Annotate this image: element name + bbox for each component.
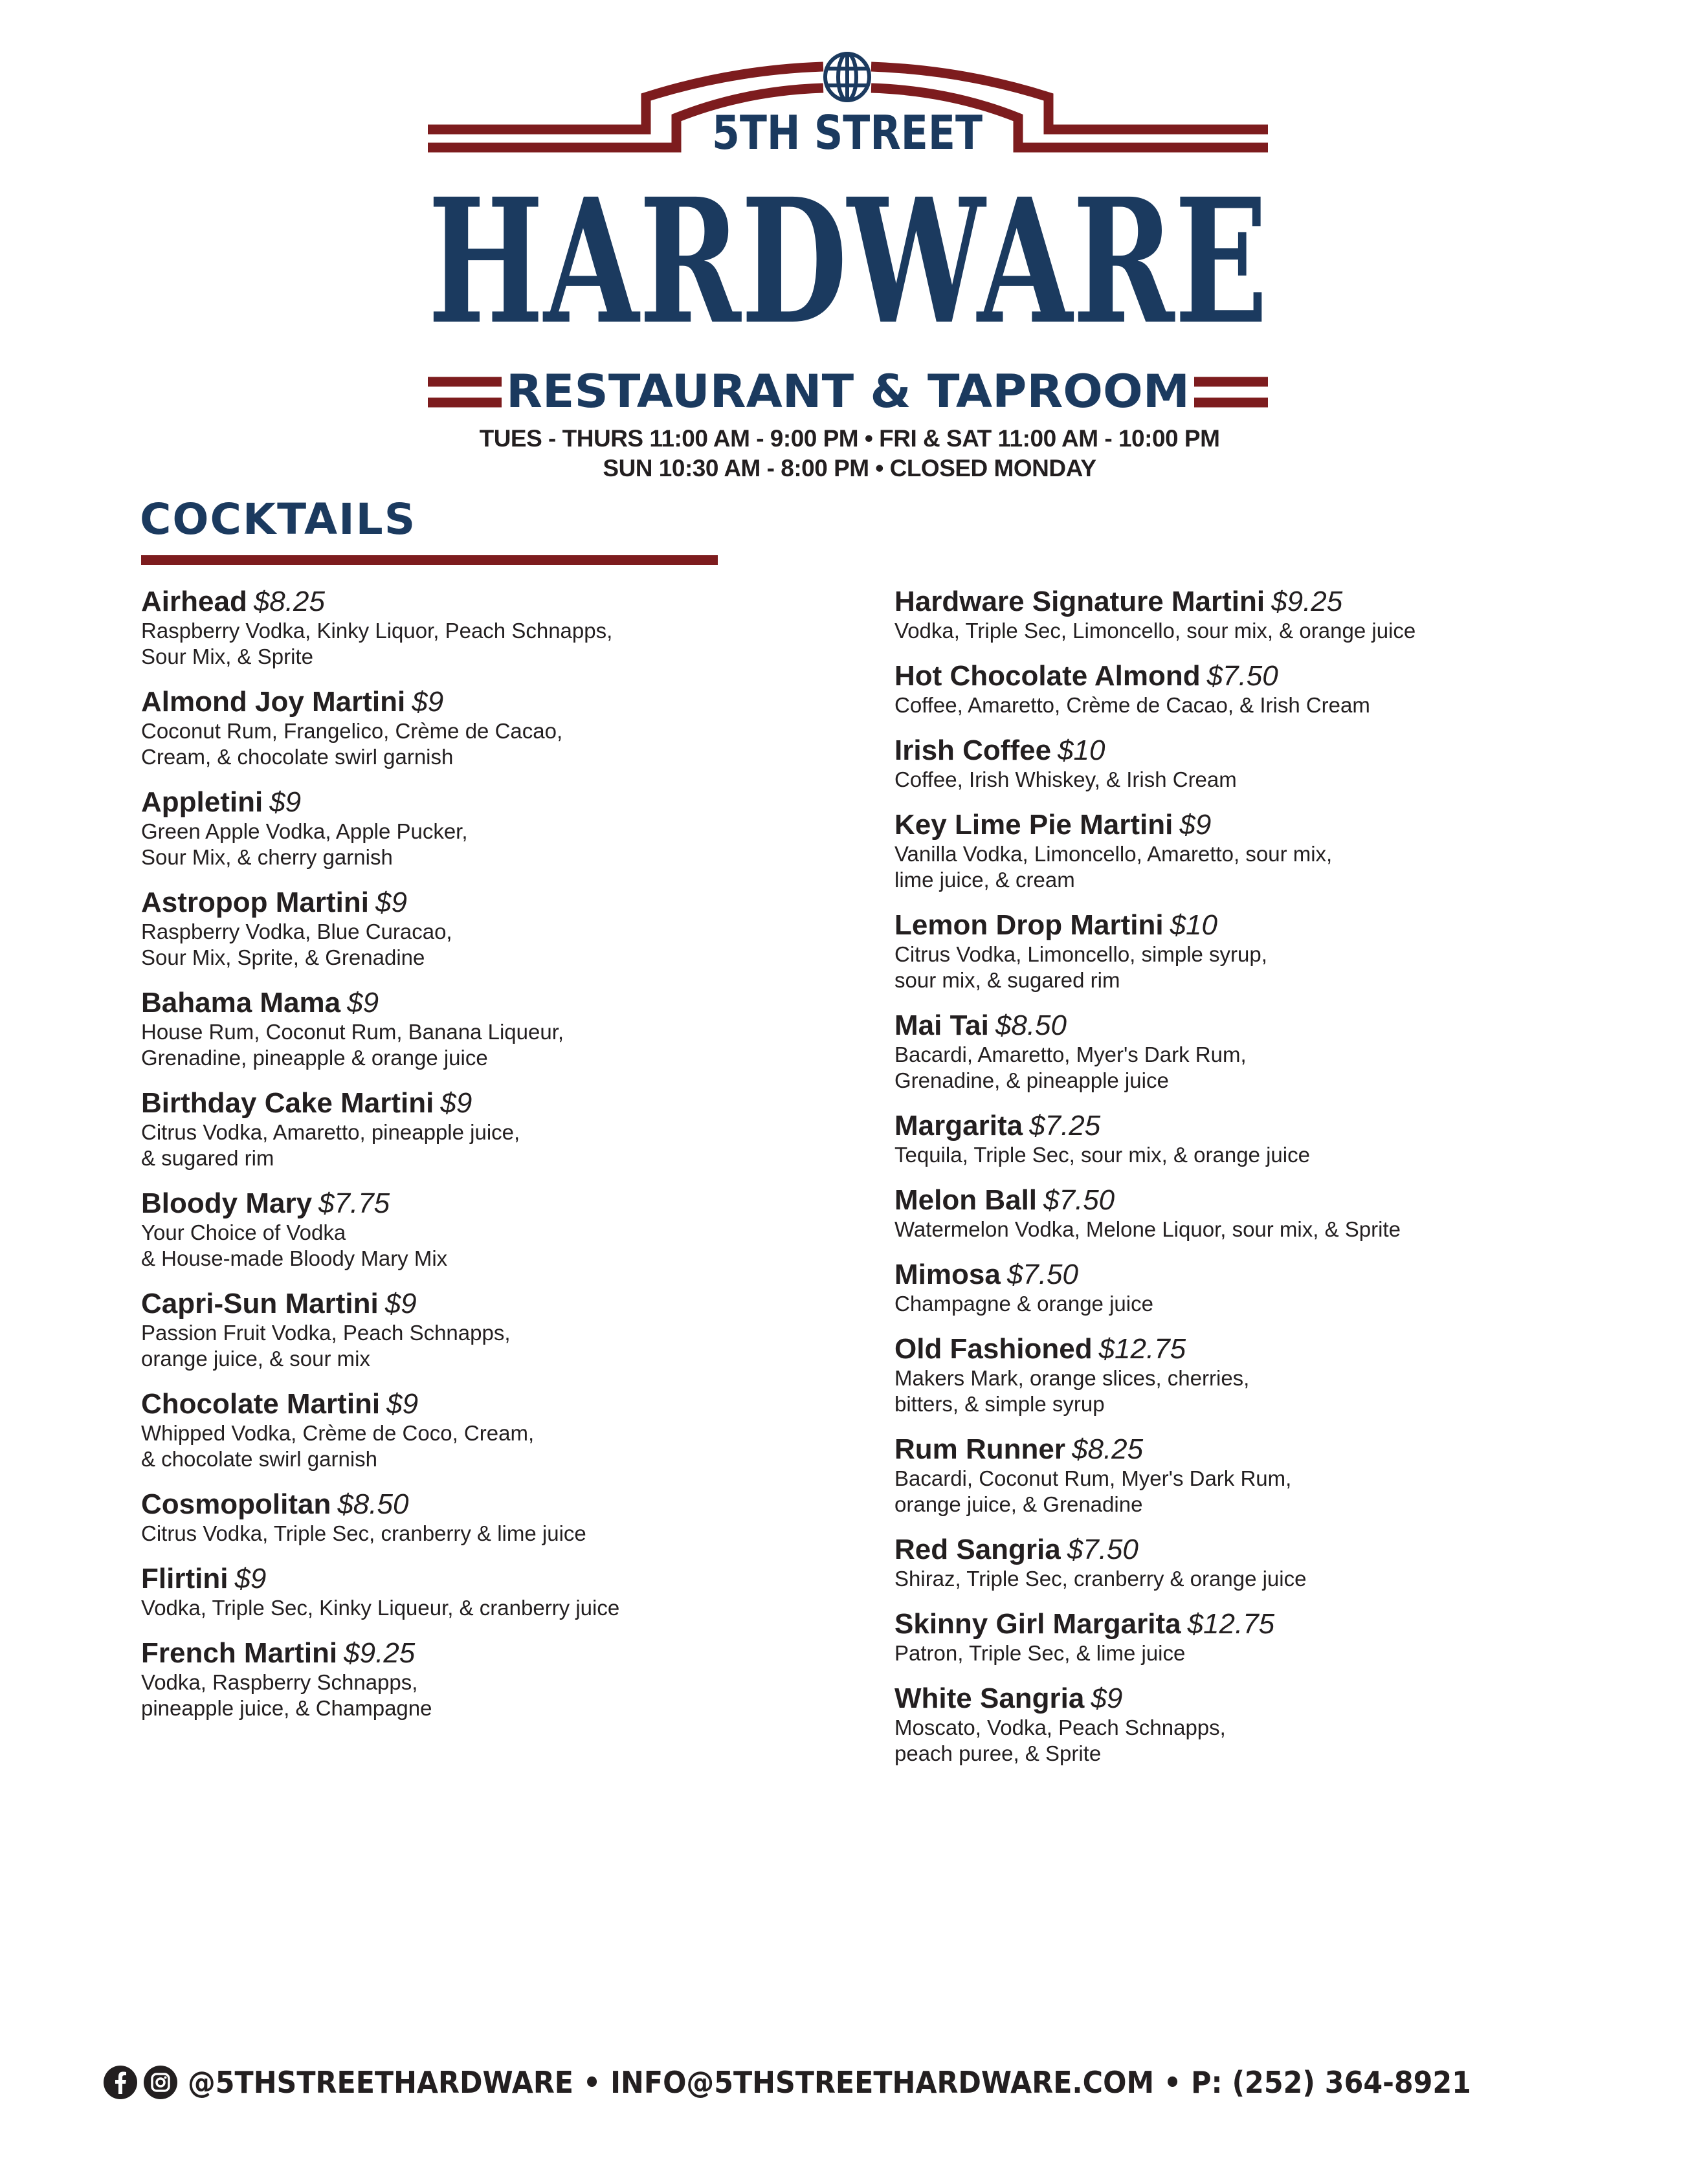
item-price: $9	[269, 786, 302, 818]
item-name: Cosmopolitan	[141, 1488, 331, 1520]
menu-item	[894, 1608, 1606, 1666]
item-price: $12.75	[1098, 1333, 1186, 1365]
item-name: Chocolate Martini	[141, 1388, 381, 1420]
item-name: Melon Ball	[894, 1184, 1038, 1216]
item-description: Vodka, Raspberry Schnapps, pineapple juice, & Champagne	[141, 1670, 432, 1720]
item-name: Hot Chocolate Almond	[894, 660, 1201, 692]
item-name: Appletini	[141, 786, 263, 818]
hours-line-1: TUES - THURS 11:00 AM - 9:00 PM • FRI & SAT 11:00 AM - 10:00 PM	[479, 425, 1220, 452]
item-description: House Rum, Coconut Rum, Banana Liqueur, Grenadine, pineapple & orange juice	[141, 1020, 564, 1070]
section-title: COCKTAILS	[140, 494, 417, 544]
item-header	[894, 809, 1606, 841]
section-divider	[141, 555, 718, 565]
item-description: Makers Mark, orange slices, cherries, bitters, & simple syrup	[894, 1366, 1250, 1416]
item-price: $7.50	[1067, 1534, 1138, 1565]
item-name: Old Fashioned	[894, 1333, 1093, 1365]
item-header	[141, 1637, 853, 1670]
item-name: Birthday Cake Martini	[141, 1087, 434, 1119]
menu-item	[141, 1563, 853, 1621]
menu-item	[141, 887, 853, 971]
menu-item	[894, 1110, 1606, 1168]
item-price: $7.25	[1029, 1110, 1101, 1142]
item-header	[894, 1333, 1606, 1365]
item-name: Margarita	[894, 1110, 1023, 1142]
item-price: $8.25	[253, 586, 325, 617]
menu-item	[894, 1009, 1606, 1094]
restaurant-logo	[0, 0, 1699, 421]
item-name: White Sangria	[894, 1682, 1085, 1714]
item-name: Irish Coffee	[894, 734, 1052, 766]
item-name: Bloody Mary	[141, 1187, 313, 1219]
menu-item	[894, 1682, 1606, 1767]
item-description: Citrus Vodka, Triple Sec, cranberry & lime juice	[141, 1521, 586, 1545]
item-name: Astropop Martini	[141, 887, 369, 918]
menu-item	[894, 1184, 1606, 1242]
item-name: Airhead	[141, 586, 247, 617]
menu-item	[141, 586, 853, 670]
item-price: $9	[412, 686, 444, 718]
item-description: Champagne & orange juice	[894, 1292, 1153, 1316]
item-header	[141, 1488, 853, 1521]
menu-item	[894, 734, 1606, 793]
facebook-icon[interactable]	[104, 2066, 137, 2099]
item-header	[894, 1433, 1606, 1466]
item-header	[141, 586, 853, 618]
menu-column-right	[894, 586, 1606, 1783]
item-description: Green Apple Vodka, Apple Pucker, Sour Mix, & cherry garnish	[141, 819, 468, 869]
menu-item	[894, 1534, 1606, 1592]
item-description: Moscato, Vodka, Peach Schnapps, peach puree, & Sprite	[894, 1715, 1226, 1765]
menu-item	[894, 586, 1606, 644]
item-name: Capri-Sun Martini	[141, 1288, 379, 1319]
item-price: $9	[386, 1388, 419, 1420]
menu-column-left	[141, 586, 853, 1737]
menu-item	[141, 1288, 853, 1372]
item-header	[141, 1288, 853, 1320]
item-header	[141, 1388, 853, 1420]
item-header	[894, 1259, 1606, 1291]
item-description: Watermelon Vodka, Melone Liquor, sour mix, & Sprite	[894, 1217, 1401, 1241]
item-description: Raspberry Vodka, Blue Curacao, Sour Mix, Sprite, & Grenadine	[141, 920, 452, 969]
item-name: Lemon Drop Martini	[894, 909, 1164, 941]
logo-top-line: 5TH STREET	[712, 105, 983, 160]
item-price: $9	[347, 987, 379, 1019]
item-header	[894, 1682, 1606, 1715]
menu-item	[141, 987, 853, 1071]
item-description: Vodka, Triple Sec, Limoncello, sour mix, & orange juice	[894, 619, 1416, 643]
item-description: Patron, Triple Sec, & lime juice	[894, 1641, 1186, 1665]
item-price: $7.75	[318, 1187, 390, 1219]
item-name: French Martini	[141, 1637, 338, 1669]
item-name: Skinny Girl Margarita	[894, 1608, 1181, 1640]
item-header	[141, 987, 853, 1019]
item-description: Whipped Vodka, Crème de Coco, Cream, & chocolate swirl garnish	[141, 1421, 535, 1471]
item-name: Flirtini	[141, 1563, 228, 1594]
item-price: $7.50	[1043, 1184, 1115, 1216]
item-header	[141, 1087, 853, 1120]
item-header	[894, 1534, 1606, 1566]
menu-item	[894, 660, 1606, 718]
instagram-icon[interactable]	[144, 2066, 177, 2099]
item-name: Almond Joy Martini	[141, 686, 406, 718]
item-header	[141, 686, 853, 718]
item-description: Citrus Vodka, Limoncello, simple syrup, sour mix, & sugared rim	[894, 942, 1267, 992]
item-name: Rum Runner	[894, 1433, 1065, 1465]
item-price: $9	[1179, 809, 1212, 841]
item-name: Mai Tai	[894, 1009, 989, 1041]
item-description: Coffee, Amaretto, Crème de Cacao, & Irish Cream	[894, 693, 1370, 717]
item-description: Coconut Rum, Frangelico, Crème de Cacao, Cream, & chocolate swirl garnish	[141, 719, 563, 769]
menu-item	[141, 1488, 853, 1547]
item-price: $8.50	[995, 1009, 1067, 1041]
item-header	[894, 1110, 1606, 1142]
menu-item	[141, 1087, 853, 1171]
menu-item	[894, 1259, 1606, 1317]
menu-item	[894, 909, 1606, 993]
item-header	[141, 1563, 853, 1595]
menu-item	[894, 1433, 1606, 1517]
item-price: $9	[234, 1563, 267, 1594]
item-name: Key Lime Pie Martini	[894, 809, 1173, 841]
item-description: Vanilla Vodka, Limoncello, Amaretto, sour mix, lime juice, & cream	[894, 842, 1333, 892]
item-description: Coffee, Irish Whiskey, & Irish Cream	[894, 767, 1237, 791]
item-name: Mimosa	[894, 1259, 1001, 1290]
menu-item	[141, 786, 853, 870]
item-price: $9	[375, 887, 407, 918]
item-header	[894, 734, 1606, 767]
item-price: $9.25	[1271, 586, 1343, 617]
item-price: $9	[384, 1288, 417, 1319]
item-price: $7.50	[1206, 660, 1278, 692]
item-price: $9	[1091, 1682, 1123, 1714]
menu-item	[894, 1333, 1606, 1417]
menu-item	[141, 1637, 853, 1721]
logo-bottom-line: RESTAURANT & TAPROOM	[506, 365, 1190, 418]
item-description: Shiraz, Triple Sec, cranberry & orange juice	[894, 1567, 1307, 1591]
item-header	[894, 1009, 1606, 1042]
menu-item	[141, 1388, 853, 1472]
item-header	[894, 586, 1606, 618]
item-header	[894, 660, 1606, 692]
contact-info: @5THSTREETHARDWARE • INFO@5THSTREETHARDWARE.COM • P: (252) 364-8921	[188, 2065, 1471, 2100]
menu-item	[894, 809, 1606, 893]
footer	[104, 2063, 1568, 2102]
item-price: $12.75	[1187, 1608, 1275, 1640]
item-description: Citrus Vodka, Amaretto, pineapple juice, & sugared rim	[141, 1120, 520, 1170]
item-description: Raspberry Vodka, Kinky Liquor, Peach Schnapps, Sour Mix, & Sprite	[141, 619, 613, 668]
item-price: $10	[1170, 909, 1217, 941]
item-header	[894, 1184, 1606, 1217]
item-name: Red Sangria	[894, 1534, 1061, 1565]
globe-icon	[825, 54, 869, 100]
item-description: Vodka, Triple Sec, Kinky Liqueur, & cranberry juice	[141, 1596, 620, 1620]
item-description: Bacardi, Coconut Rum, Myer's Dark Rum, orange juice, & Grenadine	[894, 1466, 1292, 1516]
item-price: $8.25	[1072, 1433, 1144, 1465]
item-price: $7.50	[1006, 1259, 1078, 1290]
logo-main: HARDWARE	[428, 161, 1268, 362]
hours-line-2: SUN 10:30 AM - 8:00 PM • CLOSED MONDAY	[603, 455, 1096, 481]
menu-item	[141, 686, 853, 770]
item-price: $9.25	[344, 1637, 416, 1669]
item-description: Tequila, Triple Sec, sour mix, & orange juice	[894, 1143, 1310, 1167]
item-price: $10	[1058, 734, 1105, 766]
item-name: Hardware Signature Martini	[894, 586, 1265, 617]
item-header	[141, 1187, 853, 1220]
item-header	[894, 1608, 1606, 1640]
menu-item	[141, 1187, 853, 1272]
item-description: Bacardi, Amaretto, Myer's Dark Rum, Grenadine, & pineapple juice	[894, 1042, 1247, 1092]
item-header	[141, 786, 853, 819]
item-price: $9	[440, 1087, 472, 1119]
item-header	[141, 887, 853, 919]
item-header	[894, 909, 1606, 942]
item-price: $8.50	[337, 1488, 409, 1520]
item-name: Bahama Mama	[141, 987, 341, 1019]
item-description: Passion Fruit Vodka, Peach Schnapps, orange juice, & sour mix	[141, 1321, 511, 1371]
item-description: Your Choice of Vodka & House-made Bloody Mary Mix	[141, 1220, 448, 1270]
